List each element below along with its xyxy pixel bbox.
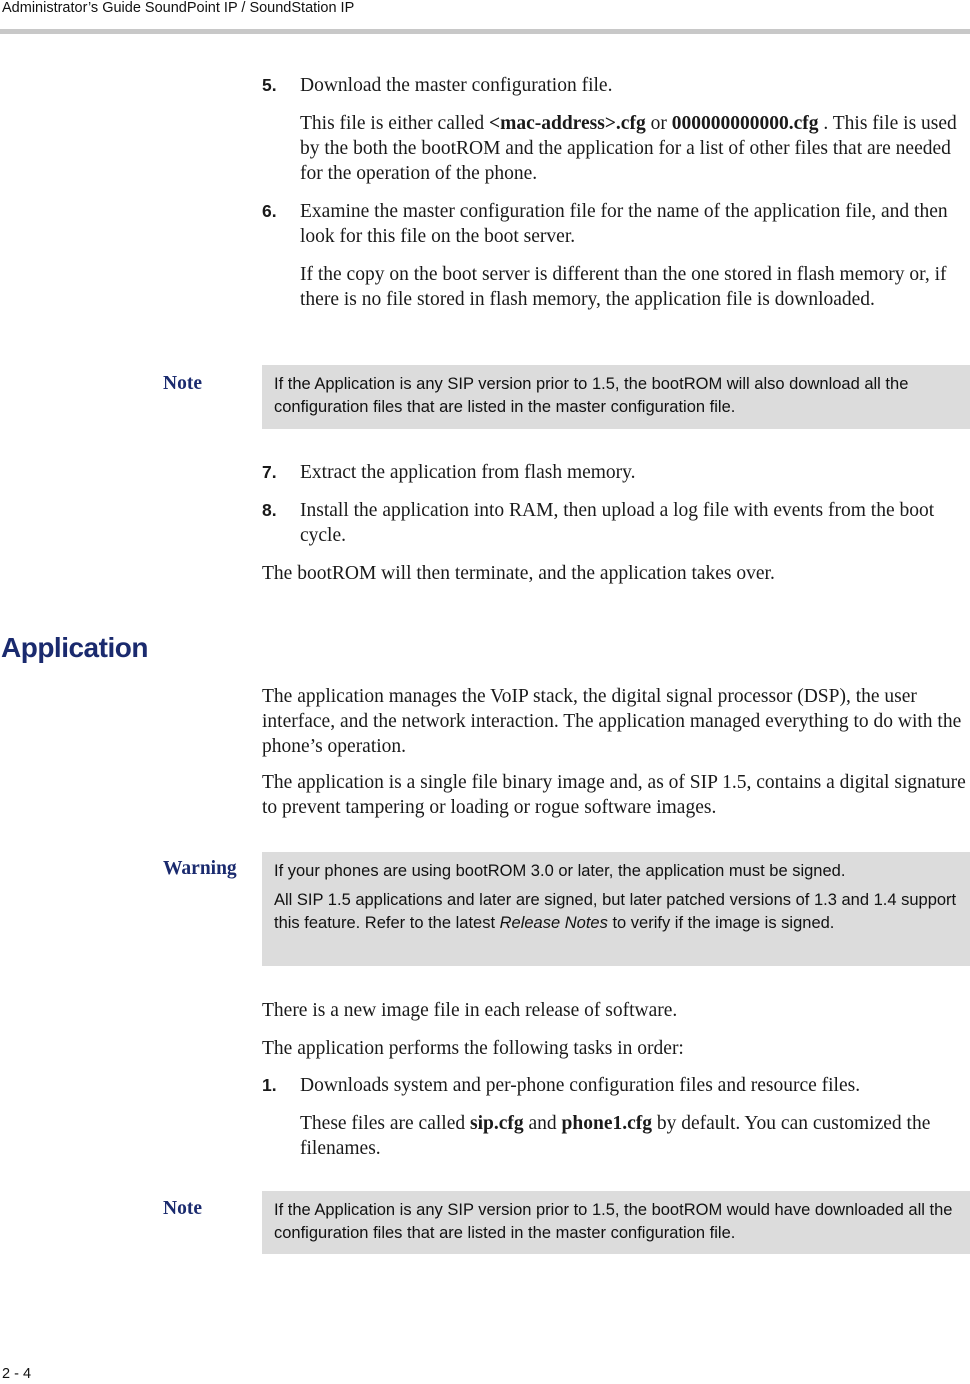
step-text: Extract the application from flash memory. [300, 462, 636, 483]
step-number: 8. [262, 500, 277, 520]
warning-text: If your phones are using bootROM 3.0 or later, the application must be signed. [274, 862, 846, 880]
running-header: Administrator’s Guide SoundPoint IP / SoundStation IP [2, 0, 355, 16]
step-detail-text: This file is either called [300, 113, 489, 134]
paragraph: The bootROM will then terminate, and the application takes over. [262, 563, 775, 584]
filename: phone1.cfg [561, 1113, 652, 1134]
paragraph: The application performs the following tasks in order: [262, 1038, 684, 1059]
step-detail [300, 1111, 970, 1161]
header-divider [0, 29, 970, 34]
step-detail-text: or [645, 113, 672, 134]
step-text: Install the application into RAM, then upload a log file with events from the boot cycle. [300, 500, 935, 546]
paragraph: The application is a single file binary image and, as of SIP 1.5, contains a digital signature to prevent tampering or loading or rogue software images. [262, 772, 966, 818]
note-box [262, 1191, 970, 1254]
page-number: 2 - 4 [2, 1366, 32, 1382]
step-detail-text: by default. You can customized the filenames. [300, 1113, 931, 1159]
warning-text-part: All SIP 1.5 applications and later are signed, but later patched versions of 1.3 and 1.4 support this feature. Refer to the latest [274, 891, 957, 932]
step-text: Downloads system and per-phone configuration files and resource files. [300, 1075, 861, 1096]
release-notes-ref: Release Notes [499, 914, 608, 932]
filename: <mac-address>.cfg [488, 113, 646, 134]
warning-box [262, 852, 970, 966]
paragraph: There is a new image file in each release of software. [262, 1000, 678, 1021]
note-label: Note [163, 1198, 202, 1219]
warning-text-part: to verify if the image is signed. [607, 914, 835, 932]
section-heading: Application [1, 632, 148, 663]
step-detail-text: These files are called [300, 1113, 470, 1134]
note-text: If the Application is any SIP version prior to 1.5, the bootROM would have downloaded all the configuration files that are listed in the master configuration file. [274, 1201, 953, 1242]
note-label: Note [163, 373, 202, 394]
filename: sip.cfg [470, 1113, 524, 1134]
step-number: 6. [262, 201, 277, 221]
step-detail-text: . This file is used by the both the bootROM and the application for a list of other files that are needed for the operation of the phone. [300, 113, 957, 184]
step-number: 5. [262, 75, 277, 95]
filename: 000000000000.cfg [671, 113, 819, 134]
warning-label: Warning [163, 858, 237, 879]
step-detail: If the copy on the boot server is different than the one stored in flash memory or, if there is no file stored in flash memory, the application file is downloaded. [300, 264, 947, 310]
note-box [262, 365, 970, 429]
warning-text [274, 889, 958, 935]
step-detail-text: and [523, 1113, 562, 1134]
step-text: Download the master configuration file. [300, 75, 613, 96]
note-text: If the Application is any SIP version prior to 1.5, the bootROM will also download all the configuration files that are listed in the master configuration file. [274, 375, 909, 416]
step-number: 1. [262, 1075, 277, 1095]
step-number: 7. [262, 462, 277, 482]
step-detail [300, 111, 970, 186]
paragraph: The application manages the VoIP stack, the digital signal processor (DSP), the user interface, and the network interaction. The application managed everything to do with the phone’s operation. [262, 686, 962, 757]
step-text: Examine the master configuration file for the name of the application file, and then look for this file on the boot server. [300, 201, 948, 247]
